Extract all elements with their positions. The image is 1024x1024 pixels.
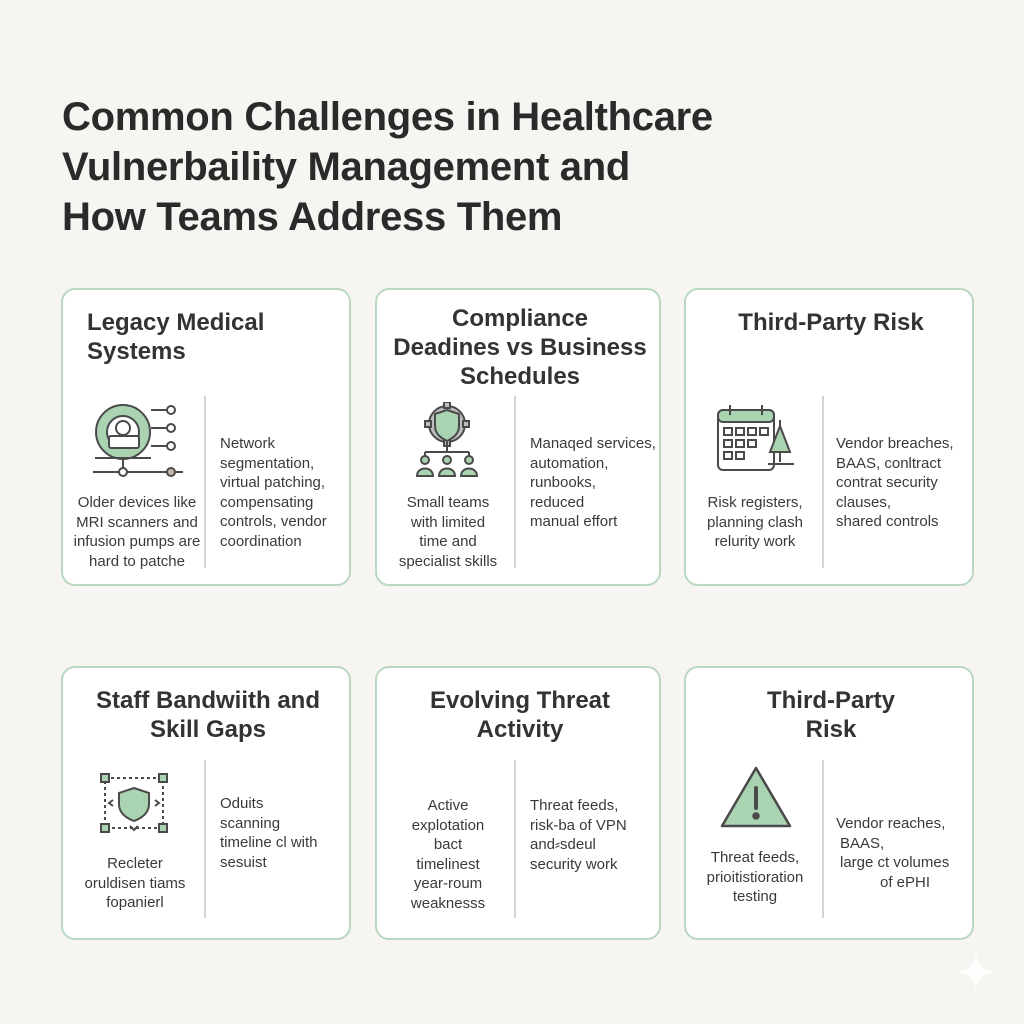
card-divider <box>514 760 516 918</box>
card-legacy-medical-systems <box>61 288 351 586</box>
card-compliance-deadlines <box>375 288 661 586</box>
title-line: Vulnerbaility Management and <box>62 145 631 189</box>
title-line: Common Challenges in Healthcare <box>62 95 713 139</box>
card-title: Compliance Deadines vs Business Schedules <box>393 305 647 390</box>
warning-triangle-icon <box>718 764 794 832</box>
solution-text: Oduits scanning timeline cl with sesuist <box>220 795 318 871</box>
challenge-text: Older devices like MRI scanners and infusion pumps are hard to patche <box>73 494 201 570</box>
calendar-scale-icon <box>714 402 798 478</box>
solution-text: Manaqed services, automation, runbooks, reduced manual effort <box>530 435 656 530</box>
card-divider <box>822 396 824 568</box>
challenge-text: Risk registers, planning clash relurity work <box>707 494 803 550</box>
card-title: Third-Party Risk <box>766 687 895 743</box>
card-divider <box>822 760 824 918</box>
challenge-text: Threat feeds, prioitistioration testing <box>706 849 804 905</box>
challenge-text: Small teams with limited time and specialist skills <box>398 494 498 570</box>
card-title: Legacy Medical Systems <box>87 309 265 365</box>
sparkle-icon <box>956 952 996 992</box>
page-title <box>62 92 822 242</box>
card-evolving-threat-activity <box>375 666 661 940</box>
challenge-text: Recleter oruldisen tiams fopanierl <box>84 855 186 911</box>
title-line: How Teams Address Them <box>62 195 563 239</box>
card-divider <box>514 396 516 568</box>
shield-network-icon <box>99 772 169 834</box>
gear-shield-team-icon <box>409 402 485 478</box>
mri-scanner-icon <box>87 398 187 480</box>
solution-text: Network segmentation, virtual patching, compensating controls, vendor coordination <box>220 435 327 550</box>
card-divider <box>204 760 206 918</box>
card-third-party-risk <box>684 288 974 586</box>
solution-text: Vendor breaches, BAAS, conltract contrat security clauses, shared controls <box>836 435 954 530</box>
card-title: Third-Party Risk <box>738 309 924 336</box>
challenge-text: Active explotation bact timelinest year-roum weaknesss <box>410 797 486 912</box>
card-staff-bandwidth <box>61 666 351 940</box>
card-divider <box>204 396 206 568</box>
solution-text: Threat feeds, risk-ba of VPN and⸗sdeul security work <box>530 797 627 873</box>
card-title: Staff Bandwiith and Skill Gaps <box>96 687 320 743</box>
card-title: Evolving Threat Activity <box>429 687 611 743</box>
card-third-party-risk-2 <box>684 666 974 940</box>
solution-text: Vendor reaches, BAAS, large ct volumes of ePHI <box>836 815 950 891</box>
